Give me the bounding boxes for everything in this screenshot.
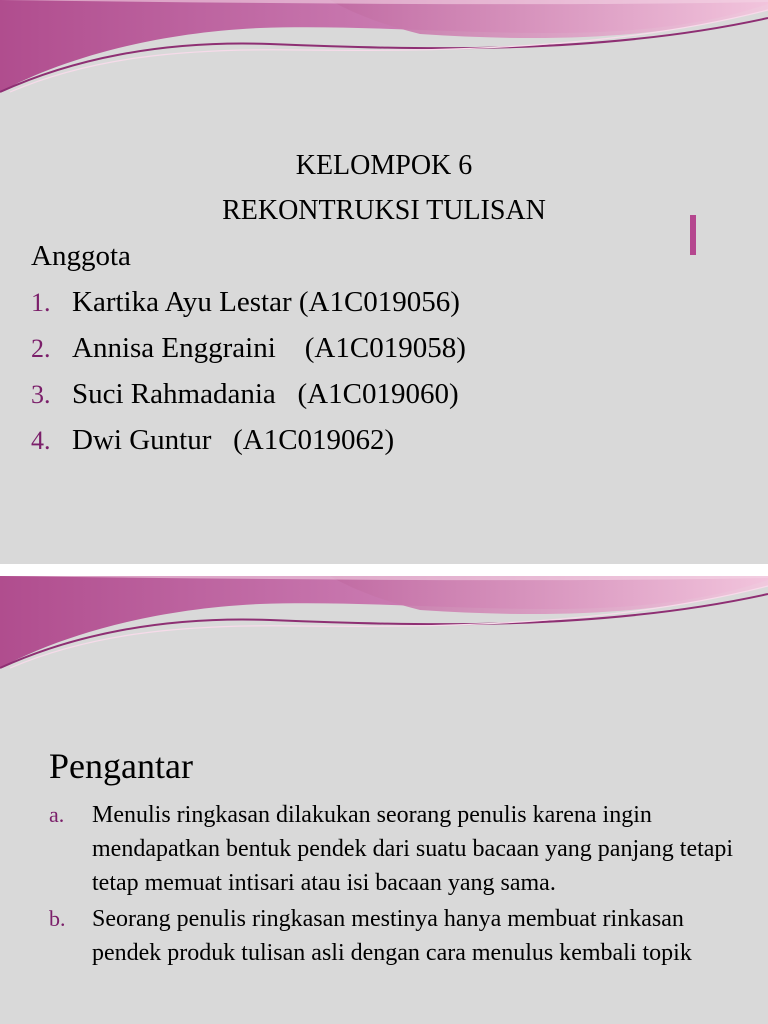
slide-title-line-2: REKONTRUKSI TULISAN <box>222 195 546 226</box>
member-number: 2. <box>31 334 51 363</box>
members-list <box>31 288 466 472</box>
point-letter: b. <box>49 906 66 931</box>
member-number: 1. <box>31 288 51 317</box>
decorative-wave-banner <box>0 576 768 676</box>
text-cursor-accent <box>690 215 696 255</box>
member-text: Annisa Enggraini (A1C019058) <box>72 332 466 364</box>
point-text: Seorang penulis ringkasan mestinya hanya membuat rinkasan pendek produk tulisan asli dengan cara menulus kembali topik <box>92 906 692 966</box>
slide-title-line-1: KELOMPOK 6 <box>295 150 473 181</box>
slide-2 <box>0 576 768 1024</box>
point-item <box>49 798 739 900</box>
point-item <box>49 902 739 970</box>
member-text: Suci Rahmadania (A1C019060) <box>72 378 459 410</box>
member-item <box>31 380 466 426</box>
member-item <box>31 288 466 334</box>
member-text: Kartika Ayu Lestar (A1C019056) <box>72 286 460 318</box>
members-heading: Anggota <box>31 240 131 272</box>
slide-separator <box>0 564 768 576</box>
point-text: Menulis ringkasan dilakukan seorang penulis karena ingin mendapatkan bentuk pendek dari suatu bacaan yang panjang tetapi tetap memuat intisari atau isi bacaan yang sama. <box>92 802 734 896</box>
section-heading: Pengantar <box>49 746 193 786</box>
member-text: Dwi Guntur (A1C019062) <box>72 424 395 456</box>
point-letter: a. <box>49 802 65 827</box>
member-item <box>31 426 466 472</box>
decorative-wave-banner <box>0 0 768 100</box>
points-list <box>49 798 739 972</box>
member-number: 4. <box>31 426 51 455</box>
member-item <box>31 334 466 380</box>
member-number: 3. <box>31 380 51 409</box>
